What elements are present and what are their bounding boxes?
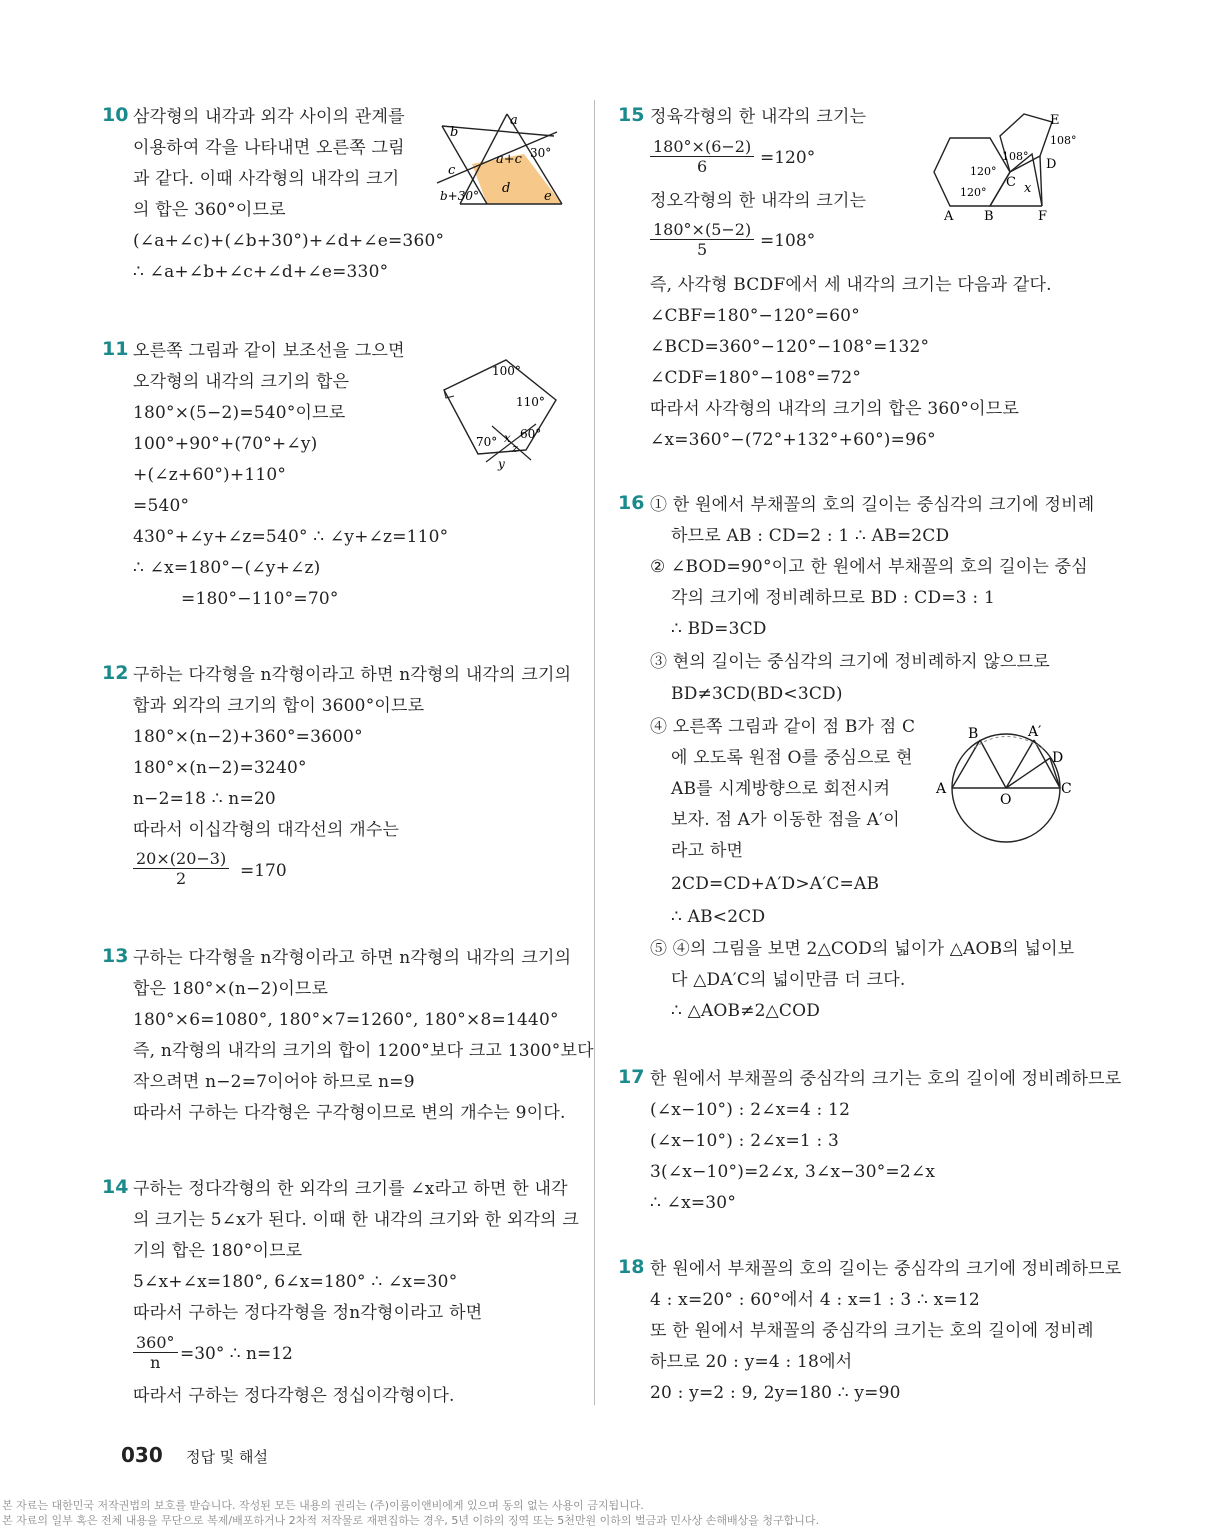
- p10-line-5: (∠a+∠c)+(∠b+30°)+∠d+∠e=360°: [133, 231, 445, 251]
- p15-fraction-2-result: =108°: [760, 231, 816, 251]
- p13-line-3: 180°×6=1080°, 180°×7=1260°, 180°×8=1440°: [133, 1010, 559, 1030]
- p12-line-1: 구하는 다각형을 n각형이라고 하면 n각형의 내각의 크기의: [133, 665, 572, 685]
- p11-label-70: 70°: [476, 435, 498, 449]
- p17-line-1: 한 원에서 부채꼴의 중심각의 크기는 호의 길이에 정비례하므로: [650, 1069, 1122, 1089]
- p10-label-b-plus-30: b+30°: [440, 189, 480, 203]
- p15-fraction-1: [650, 137, 754, 176]
- p11-label-110: 110°: [516, 395, 545, 409]
- p13-line-6: 따라서 구하는 다각형은 구각형이므로 변의 개수는 9이다.: [133, 1103, 566, 1123]
- p15-label-x: x: [1024, 181, 1032, 196]
- p15-fraction-1-numerator: 180°×(6−2): [650, 137, 754, 157]
- p15-label-F: F: [1038, 209, 1048, 224]
- p16-label-A: A: [936, 781, 947, 797]
- p11-line-6: =540°: [133, 496, 190, 516]
- p16-line-3: ② ∠BOD=90°이고 한 원에서 부채꼴의 호의 길이는 중심: [650, 557, 1088, 577]
- p10-line-3: 과 같다. 이때 사각형의 내각의 크기: [133, 169, 400, 189]
- p10-figure: [432, 108, 572, 210]
- p10-label-e: e: [544, 189, 552, 204]
- p10-line-4: 의 합은 360°이므로: [133, 200, 286, 220]
- p15-label-120-bottom: 120°: [960, 186, 987, 199]
- section-title: 정답 및 해설: [186, 1448, 268, 1466]
- p17-line-2: (∠x−10°) : 2∠x=4 : 12: [650, 1100, 851, 1120]
- problem-number-13: 13: [102, 945, 129, 967]
- p10-label-a: a: [510, 113, 518, 128]
- page-number: 030: [121, 1443, 163, 1467]
- p13-line-5: 작으려면 n−2=7이어야 하므로 n=9: [133, 1072, 415, 1092]
- p15-label-108-outer: 108°: [1050, 134, 1077, 147]
- p16-line-14: ∴ AB<2CD: [671, 907, 766, 927]
- p14-line-2: 의 크기는 5∠x가 된다. 이때 한 내각의 크기와 한 외각의 크: [133, 1210, 579, 1230]
- p10-label-30: 30°: [530, 146, 552, 160]
- p16-line-11: 보자. 점 A가 이동한 점을 A′이: [671, 810, 900, 830]
- p18-line-5: 20 : y=2 : 9, 2y=180 ∴ y=90: [650, 1383, 901, 1403]
- column-divider: [594, 100, 595, 1405]
- problem-number-12: 12: [102, 662, 129, 684]
- p13-line-2: 합은 180°×(n−2)이므로: [133, 979, 329, 999]
- p16-line-15: ⑤ ④의 그림을 보면 2△COD의 넓이가 △AOB의 넓이보: [650, 939, 1075, 959]
- p18-line-2: 4 : x=20° : 60°에서 4 : x=1 : 3 ∴ x=12: [650, 1290, 980, 1310]
- p15-label-B: B: [984, 209, 994, 224]
- copyright-notice-line-1: 본 자료는 대한민국 저작권법의 보호를 받습니다. 작성된 모든 내용의 권리는 (주)이룸이앤비에게 있으며 동의 없는 사용이 금지됩니다.: [2, 1499, 644, 1512]
- p15-label-C: C: [1006, 175, 1016, 190]
- p11-label-y: y: [498, 457, 505, 471]
- problem-number-15: 15: [618, 104, 645, 126]
- p16-label-D: D: [1052, 750, 1064, 766]
- p16-line-4: 각의 크기에 정비례하므로 BD : CD=3 : 1: [671, 588, 995, 608]
- p14-line-4: 5∠x+∠x=180°, 6∠x=180° ∴ ∠x=30°: [133, 1272, 458, 1292]
- p12-line-5: n−2=18 ∴ n=20: [133, 789, 276, 809]
- p15-fraction-2: [650, 220, 754, 259]
- problem-number-17: 17: [618, 1066, 645, 1088]
- p15-fraction-2-numerator: 180°×(5−2): [650, 220, 754, 240]
- p12-line-3: 180°×(n−2)+360°=3600°: [133, 727, 363, 747]
- p11-line-9: =180°−110°=70°: [181, 589, 339, 609]
- problem-number-18: 18: [618, 1256, 645, 1278]
- problem-number-10: 10: [102, 104, 129, 126]
- p16-label-B: B: [968, 726, 979, 742]
- copyright-notice-line-2: 본 자료의 일부 혹은 전체 내용을 무단으로 복제/배포하거나 2차적 저작물로 재편집하는 경우, 5년 이하의 징역 또는 5천만원 이하의 벌금과 민사상 손해배상을 청구합니다.: [2, 1514, 820, 1527]
- p15-line-6: ∠CDF=180°−108°=72°: [650, 368, 862, 388]
- p15-fraction-2-denominator: 5: [697, 240, 708, 259]
- problem-number-11: 11: [102, 338, 129, 360]
- p18-line-3: 또 한 원에서 부채꼴의 중심각의 크기는 호의 길이에 정비례: [650, 1321, 1094, 1341]
- p16-line-5: ∴ BD=3CD: [671, 619, 767, 639]
- p10-line-6: ∴ ∠a+∠b+∠c+∠d+∠e=330°: [133, 262, 389, 282]
- p16-line-7: BD≠3CD(BD<3CD): [671, 684, 843, 704]
- p15-line-2: 정오각형의 한 내각의 크기는: [650, 191, 867, 211]
- problem-number-16: 16: [618, 492, 645, 514]
- p16-line-13: 2CD=CD+A′D>A′C=AB: [671, 874, 880, 894]
- p15-line-7: 따라서 사각형의 내각의 크기의 합은 360°이므로: [650, 399, 1019, 419]
- p10-label-a-plus-c: a+c: [496, 152, 522, 167]
- p11-line-8: ∴ ∠x=180°−(∠y+∠z): [133, 558, 321, 578]
- p10-line-2: 이용하여 각을 나타내면 오른쪽 그림: [133, 138, 405, 158]
- p16-figure: [934, 720, 1074, 844]
- p15-line-4: ∠CBF=180°−120°=60°: [650, 306, 860, 326]
- p15-line-5: ∠BCD=360°−120°−108°=132°: [650, 337, 930, 357]
- p11-figure: [436, 352, 566, 474]
- p12-line-6: 따라서 이십각형의 대각선의 개수는: [133, 820, 400, 840]
- p12-line-2: 합과 외각의 크기의 합이 3600°이므로: [133, 696, 425, 716]
- p11-label-100: 100°: [492, 364, 521, 378]
- p16-line-8: ④ 오른쪽 그림과 같이 점 B가 점 C: [650, 717, 916, 737]
- p11-label-x: x: [504, 431, 511, 445]
- p11-label-60: 60°: [520, 427, 542, 441]
- p16-line-16: 다 △DA′C의 넓이만큼 더 크다.: [671, 970, 906, 990]
- p12-fraction-numerator: 20×(20−3): [133, 849, 229, 869]
- p16-line-12: 라고 하면: [671, 841, 744, 861]
- p15-fraction-1-result: =120°: [760, 148, 816, 168]
- p11-line-3: 180°×(5−2)=540°이므로: [133, 403, 346, 423]
- p11-label-z: z: [512, 442, 518, 455]
- p14-line-3: 기의 합은 180°이므로: [133, 1241, 303, 1261]
- p17-line-3: (∠x−10°) : 2∠x=1 : 3: [650, 1131, 840, 1151]
- p15-line-8: ∠x=360°−(72°+132°+60°)=96°: [650, 430, 936, 450]
- p15-line-3: 즉, 사각형 BCDF에서 세 내각의 크기는 다음과 같다.: [650, 275, 1052, 295]
- p15-label-D: D: [1046, 157, 1057, 172]
- p12-line-4: 180°×(n−2)=3240°: [133, 758, 307, 778]
- p15-label-E: E: [1050, 113, 1060, 128]
- p17-line-4: 3(∠x−10°)=2∠x, 3∠x−30°=2∠x: [650, 1162, 936, 1182]
- p16-line-2: 하므로 AB : CD=2 : 1 ∴ AB=2CD: [671, 526, 950, 546]
- p10-label-b: b: [450, 125, 459, 140]
- p11-line-5: +(∠z+60°)+110°: [133, 465, 287, 485]
- p16-line-17: ∴ △AOB≠2△COD: [671, 1001, 821, 1021]
- p14-line-6: 따라서 구하는 정다각형은 정십이각형이다.: [133, 1386, 455, 1406]
- p15-figure: [930, 108, 1090, 226]
- p11-line-2: 오각형의 내각의 크기의 합은: [133, 372, 350, 392]
- p11-line-4: 100°+90°+(70°+∠y): [133, 434, 318, 454]
- p14-fraction-result: =30° ∴ n=12: [180, 1344, 293, 1364]
- p16-line-10: AB를 시계방향으로 회전시켜: [671, 779, 891, 799]
- p15-line-1: 정육각형의 한 내각의 크기는: [650, 107, 867, 127]
- p16-label-O: O: [1000, 792, 1012, 808]
- p15-fraction-1-denominator: 6: [697, 157, 708, 176]
- p17-line-5: ∴ ∠x=30°: [650, 1193, 737, 1213]
- p14-fraction: [133, 1333, 178, 1372]
- p18-line-1: 한 원에서 부채꼴의 호의 길이는 중심각의 크기에 정비례하므로: [650, 1259, 1122, 1279]
- p16-line-6: ③ 현의 길이는 중심각의 크기에 정비례하지 않으므로: [650, 652, 1050, 672]
- p15-label-A: A: [944, 209, 954, 224]
- p15-label-120-top: 120°: [970, 165, 997, 178]
- p10-label-d: d: [502, 181, 511, 196]
- p11-line-7: 430°+∠y+∠z=540° ∴ ∠y+∠z=110°: [133, 527, 449, 547]
- p12-fraction: [133, 849, 229, 888]
- p18-line-4: 하므로 20 : y=4 : 18에서: [650, 1352, 853, 1372]
- p15-label-108-inner: 108°: [1002, 150, 1029, 163]
- p14-line-1: 구하는 정다각형의 한 외각의 크기를 ∠x라고 하면 한 내각: [133, 1179, 568, 1199]
- p12-fraction-denominator: 2: [176, 869, 187, 888]
- p13-line-1: 구하는 다각형을 n각형이라고 하면 n각형의 내각의 크기의: [133, 948, 572, 968]
- p14-fraction-denominator: n: [150, 1353, 161, 1372]
- p14-fraction-numerator: 360°: [133, 1333, 178, 1353]
- p16-line-1: ① 한 원에서 부채꼴의 호의 길이는 중심각의 크기에 정비례: [650, 495, 1095, 515]
- p12-fraction-result: =170: [240, 861, 287, 881]
- p11-line-1: 오른쪽 그림과 같이 보조선을 그으면: [133, 341, 405, 361]
- p16-line-9: 에 오도록 원점 O를 중심으로 현: [671, 748, 913, 768]
- p10-label-c: c: [448, 163, 456, 178]
- p16-label-C: C: [1061, 781, 1072, 797]
- problem-number-14: 14: [102, 1176, 129, 1198]
- p16-label-A-prime: A′: [1028, 724, 1042, 740]
- p10-line-1: 삼각형의 내각과 외각 사이의 관계를: [133, 107, 405, 127]
- p13-line-4: 즉, n각형의 내각의 크기의 합이 1200°보다 크고 1300°보다: [133, 1041, 594, 1061]
- p14-line-5: 따라서 구하는 정다각형을 정n각형이라고 하면: [133, 1303, 483, 1323]
